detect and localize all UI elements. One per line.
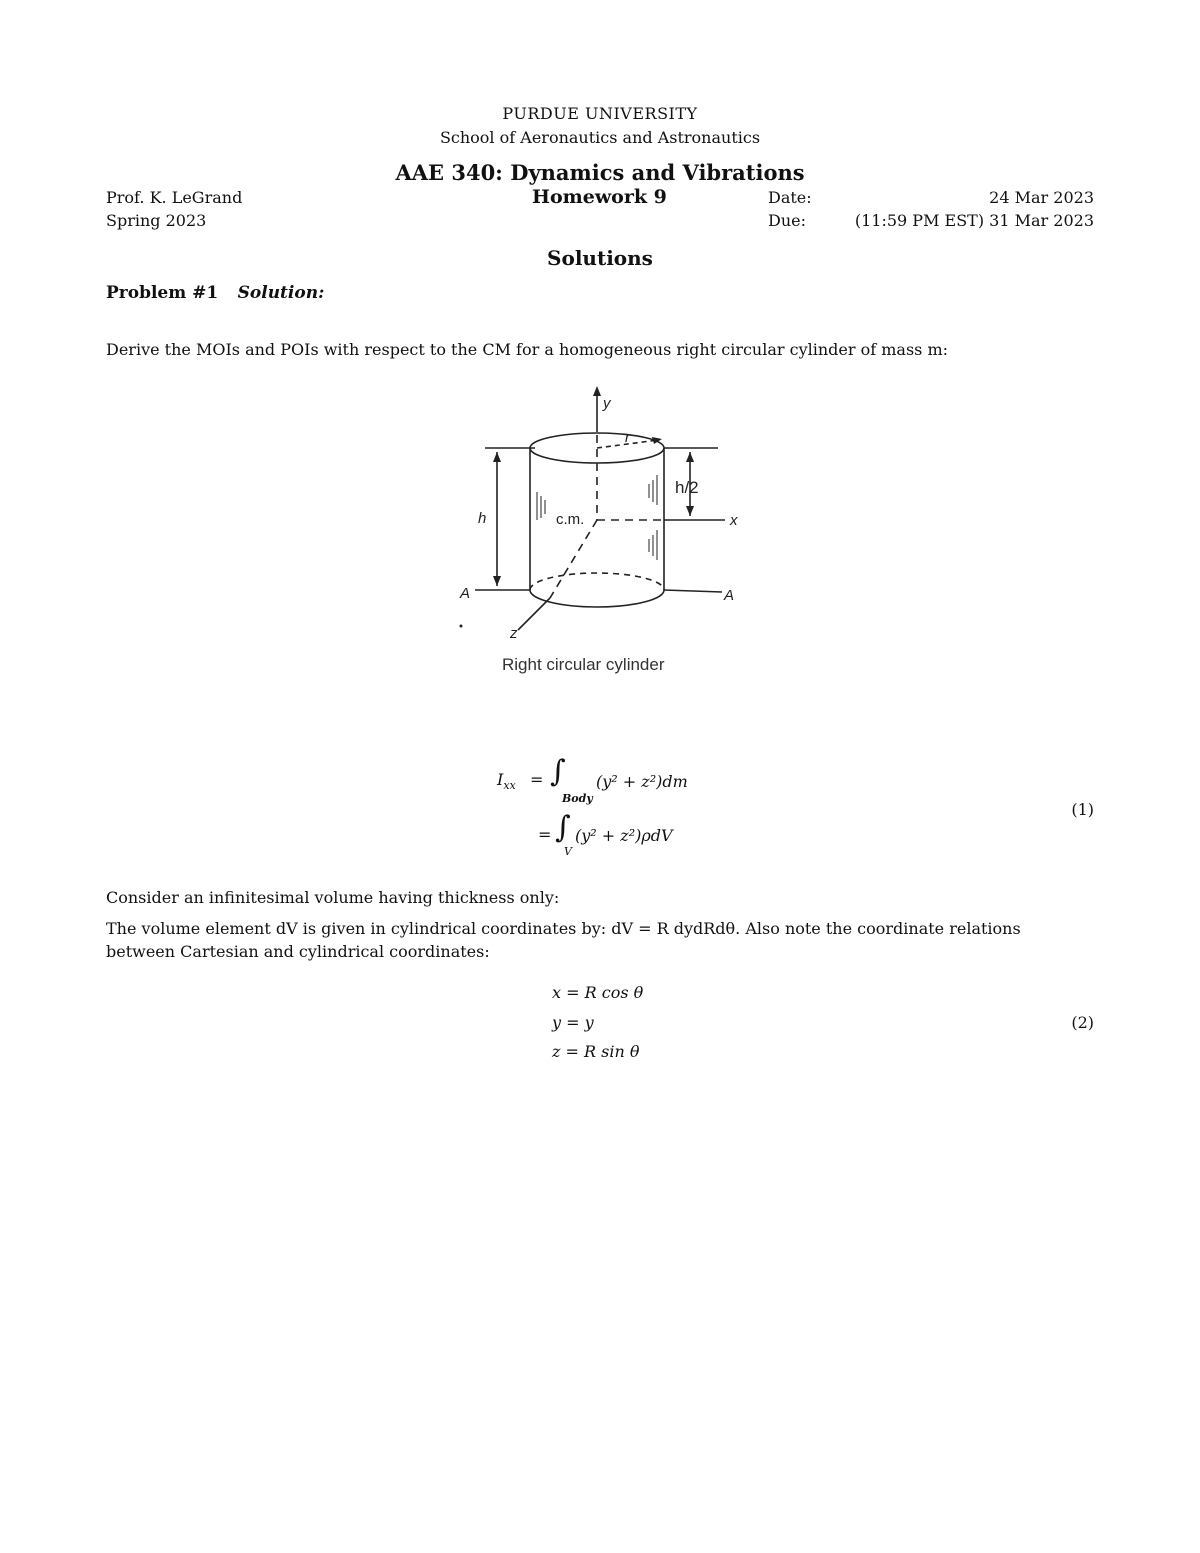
- h-arrow-bottom: [493, 576, 501, 586]
- cylinder-bottom-back: [530, 573, 664, 590]
- eq2-line-y: y = y: [552, 1013, 594, 1032]
- a-line-right: [664, 590, 722, 592]
- school-name: School of Aeronautics and Astronautics: [439, 128, 761, 147]
- r-label: r: [625, 429, 630, 446]
- integral-sign-2: ∫: [555, 810, 571, 845]
- date-value: 24 Mar 2023: [989, 188, 1094, 207]
- professor-name: Prof. K. LeGrand: [106, 188, 243, 207]
- eq1-lhs-symbol: I: [497, 770, 504, 789]
- h-arrow-top: [493, 452, 501, 462]
- h2-arrow-bottom: [686, 506, 694, 516]
- a-left-label: A: [460, 585, 471, 602]
- cm-label: c.m.: [556, 511, 585, 528]
- due-label: Due:: [768, 211, 806, 230]
- solutions-heading: Solutions: [547, 246, 653, 270]
- due-value: (11:59 PM EST) 31 Mar 2023: [854, 211, 1094, 230]
- course-title: AAE 340: Dynamics and Vibrations: [395, 160, 805, 185]
- problem-statement: Derive the MOIs and POIs with respect to the CM for a homogeneous right circular cylinder of mass m:: [106, 340, 949, 359]
- h2-arrow-top: [686, 452, 694, 462]
- university-name: PURDUE UNIVERSITY: [502, 104, 698, 123]
- eq1-integral-sub-1: Body: [562, 792, 593, 805]
- eq1-equals-1: =: [530, 770, 544, 789]
- thickness-note: Consider an infinitesimal volume having thickness only:: [106, 888, 560, 907]
- y-arrow: [593, 386, 601, 396]
- z-label: z: [510, 625, 518, 642]
- x-label: x: [730, 512, 738, 529]
- eq1-lhs-subscript: xx: [503, 779, 516, 793]
- y-label: y: [603, 395, 611, 412]
- z-axis-hidden: [550, 520, 597, 598]
- eq1-rhs-1: (y² + z²)dm: [596, 772, 688, 791]
- term: Spring 2023: [106, 211, 207, 230]
- solution-label: Solution:: [237, 283, 325, 303]
- h-label: h: [478, 510, 487, 527]
- integral-sign-1: ∫: [550, 754, 566, 789]
- figure-caption: Right circular cylinder: [502, 655, 665, 674]
- stray-dot: [460, 625, 463, 628]
- eq1-integral-sub-2: V: [564, 845, 572, 858]
- eq1-rhs-2: (y² + z²)ρdV: [575, 826, 673, 845]
- eq2-line-x: x = R cos θ: [552, 983, 644, 1002]
- homework-title: Homework 9: [532, 186, 667, 208]
- volume-element-text: The volume element dV is given in cylindrical coordinates by: dV = R dydRdθ. Also note the coordinate relations between Cartesian and cylindrical coordinates:: [106, 919, 1021, 961]
- equation-number-1: (1): [1071, 800, 1094, 819]
- eq1-lhs: [497, 770, 516, 792]
- hatch-marks: [537, 475, 657, 560]
- h2-label: h/2: [675, 478, 699, 497]
- equation-number-2: (2): [1071, 1013, 1094, 1032]
- eq2-line-z: z = R sin θ: [552, 1042, 640, 1061]
- a-right-label: A: [724, 587, 735, 604]
- date-label: Date:: [768, 188, 812, 207]
- z-axis: [518, 598, 550, 630]
- eq1-equals-2: =: [538, 825, 552, 844]
- problem-label: Problem #1: [106, 283, 219, 303]
- problem-heading: [106, 283, 324, 303]
- cylinder-figure: [440, 380, 760, 690]
